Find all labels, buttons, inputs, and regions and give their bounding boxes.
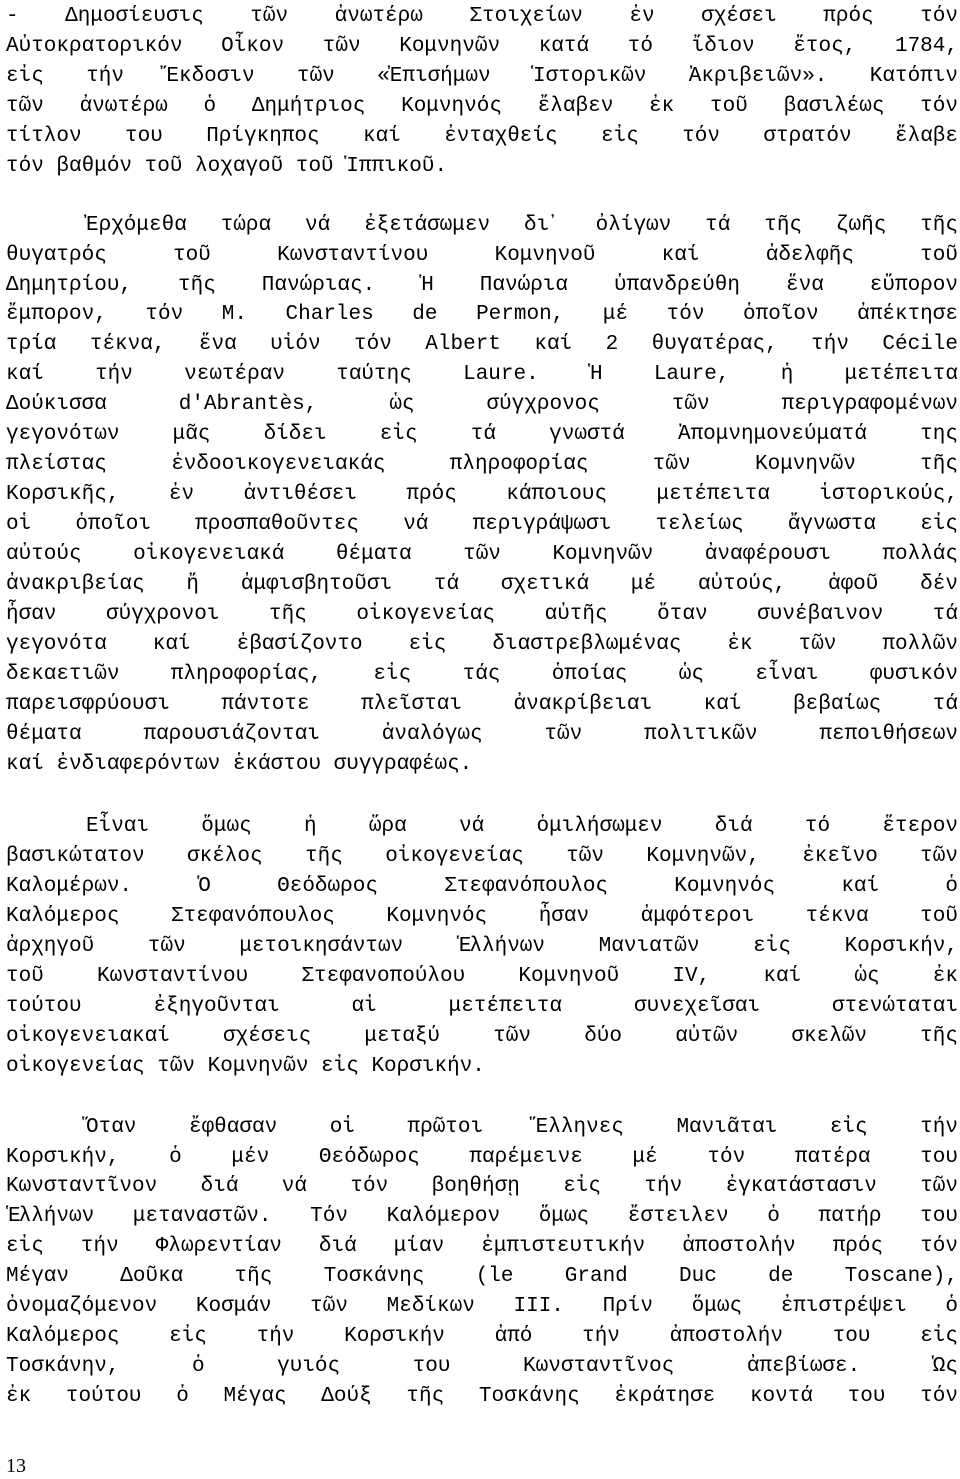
text-line: τίτλον του Πρίγκηπος καί ἐνταχθείς εἰς τόν στρατόν ἔλαβε [6,125,958,148]
text-line: Ἐρχόμεθα τώρα νά ἐξετάσωμεν δι᾽ ὀλίγων τά τῆς ζωῆς τῆς [86,214,958,237]
text-line: Ὅταν ἔφθασαν οἱ πρῶτοι Ἕλληνες Μανιᾶται εἰς τήν [86,1116,958,1139]
text-line: ἐκ τούτου ὁ Μέγας Δούξ τῆς Τοσκάνης ἐκράτησε κοντά του τόν [6,1385,958,1408]
text-line: Ἑλλήνων μεταναστῶν. Τόν Καλόμερον ὅμως ἔστειλεν ὁ πατήρ του [6,1205,958,1228]
text-line: οἰκογενείας τῶν Κομνηνῶν εἰς Κορσικήν. [6,1055,485,1078]
text-line: τῶν ἀνωτέρω ὁ Δημήτριος Κομνηνός ἔλαβεν ἐκ τοῦ βασιλέως τόν [6,95,958,118]
text-line: ἦσαν σύγχρονοι τῆς οἰκογενείας αὐτῆς ὅταν συνέβαινον τά [6,603,958,626]
page-number: 13 [6,1455,26,1477]
text-line: οἰκογενειακαί σχέσεις μεταξύ τῶν δύο αὐτῶν σκελῶν τῆς [6,1025,958,1048]
text-line: γεγονότα καί ἐβασίζοντο εἰς διαστρεβλωμένας ἐκ τῶν πολλῶν [6,633,958,656]
text-line: τρία τέκνα, ἕνα υἱόν τόν Albert καί 2 θυγατέρας, τήν Cécile [6,333,958,356]
text-line: τόν βαθμόν τοῦ λοχαγοῦ τοῦ Ἱππικοῦ. [6,155,448,178]
text-line: δεκαετιῶν πληροφορίας, εἰς τάς ὁποίας ὡς εἶναι φυσικόν [6,663,958,686]
text-line: τούτου ἐξηγοῦνται αἱ μετέπειτα συνεχεῖσαι στενώταται [6,995,958,1018]
text-line: γεγονότων μᾶς δίδει εἰς τά γνωστά Ἀπομνημονεύματά της [6,423,958,446]
text-line: καί ἐνδιαφερόντων ἑκάστου συγγραφέως. [6,753,473,776]
text-line: πλείστας ἐνδοοικογενειακάς πληροφορίας τῶν Κομνηνῶν τῆς [6,453,958,476]
text-line: Εἶναι ὅμως ἡ ὥρα νά ὁμιλήσωμεν διά τό ἕτερον [86,815,958,838]
text-line: ἀνακριβείας ἤ ἀμφισβητοῦσι τά σχετικά μέ αὐτούς, ἀφοῦ δέν [6,573,958,596]
text-line: Καλόμερος εἰς τήν Κορσικήν ἀπό τήν ἀποστολήν του εἰς [6,1325,958,1348]
text-line: τοῦ Κωνσταντίνου Στεφανοπούλου Κομνηνοῦ IV, καί ὡς ἐκ [6,965,958,988]
text-line: Κορσικῆς, ἐν ἀντιθέσει πρός κάποιους μετέπειτα ἱστορικούς, [6,483,958,506]
text-line: - Δημοσίευσις τῶν ἀνωτέρω Στοιχείων ἐν σχέσει πρός τόν [6,5,958,28]
text-line: παρεισφρύουσι πάντοτε πλεῖσται ἀνακρίβειαι καί βεβαίως τά [6,693,958,716]
text-line: Κορσικήν, ὁ μέν Θεόδωρος παρέμεινε μέ τόν πατέρα του [6,1146,958,1169]
text-line: Μέγαν Δοῦκα τῆς Τοσκάνης (le Grand Duc de Toscane), [6,1265,958,1288]
text-line: ἀρχηγοῦ τῶν μετοικησάντων Ἑλλήνων Μανιατῶν εἰς Κορσικήν, [6,935,958,958]
text-line: Δημητρίου, τῆς Πανώριας. Ἡ Πανώρια ὑπανδρεύθη ἕνα εὔπορον [6,274,958,297]
text-line: Καλόμερος Στεφανόπουλος Κομνηνός ἦσαν ἀμφότεροι τέκνα τοῦ [6,905,958,928]
text-line: θέματα παρουσιάζονται ἀναλόγως τῶν πολιτικῶν πεποιθήσεων [6,723,958,746]
text-line: εἰς τήν Ἔκδοσιν τῶν «Ἐπισήμων Ἱστορικῶν Ἀκριβειῶν». Κατόπιν [6,65,958,88]
document-page [6,0,960,1478]
text-line: Αὐτοκρατορικόν Οἶκον τῶν Κομνηνῶν κατά τό ἴδιον ἔτος, 1784, [6,35,958,58]
text-line: ἔμπορον, τόν M. Charles de Permon, μέ τόν ὁποῖον ἀπέκτησε [6,303,958,326]
text-line: Καλομέρων. Ὁ Θεόδωρος Στεφανόπουλος Κομνηνός καί ὁ [6,875,958,898]
text-line: καί τήν νεωτέραν ταύτης Laure. Ἡ Laure, ἡ μετέπειτα [6,363,958,386]
text-line: Δούκισσα d'Abrantès, ὡς σύγχρονος τῶν περιγραφομένων [6,393,958,416]
text-line: θυγατρός τοῦ Κωνσταντίνου Κομνηνοῦ καί ἀδελφῆς τοῦ [6,244,958,267]
text-line: βασικώτατον σκέλος τῆς οἰκογενείας τῶν Κομνηνῶν, ἐκεῖνο τῶν [6,845,958,868]
text-line: εἰς τήν Φλωρεντίαν διά μίαν ἐμπιστευτικήν ἀποστολήν πρός τόν [6,1235,958,1258]
text-line: αὐτούς οἰκογενειακά θέματα τῶν Κομνηνῶν ἀναφέρουσι πολλάς [6,543,958,566]
text-line: Τοσκάνην, ὁ γυιός του Κωνσταντῖνος ἀπεβίωσε. Ὡς [6,1355,958,1378]
text-line: οἱ ὁποῖοι προσπαθοῦντες νά περιγράψωσι τελείως ἄγνωστα εἰς [6,513,958,536]
text-line: Κωνσταντῖνον διά νά τόν βοηθήσῃ εἰς τήν ἐγκατάστασιν τῶν [6,1175,958,1198]
text-line: ὀνομαζόμενον Κοσμάν τῶν Μεδίκων III. Πρίν ὅμως ἐπιστρέψει ὁ [6,1295,958,1318]
